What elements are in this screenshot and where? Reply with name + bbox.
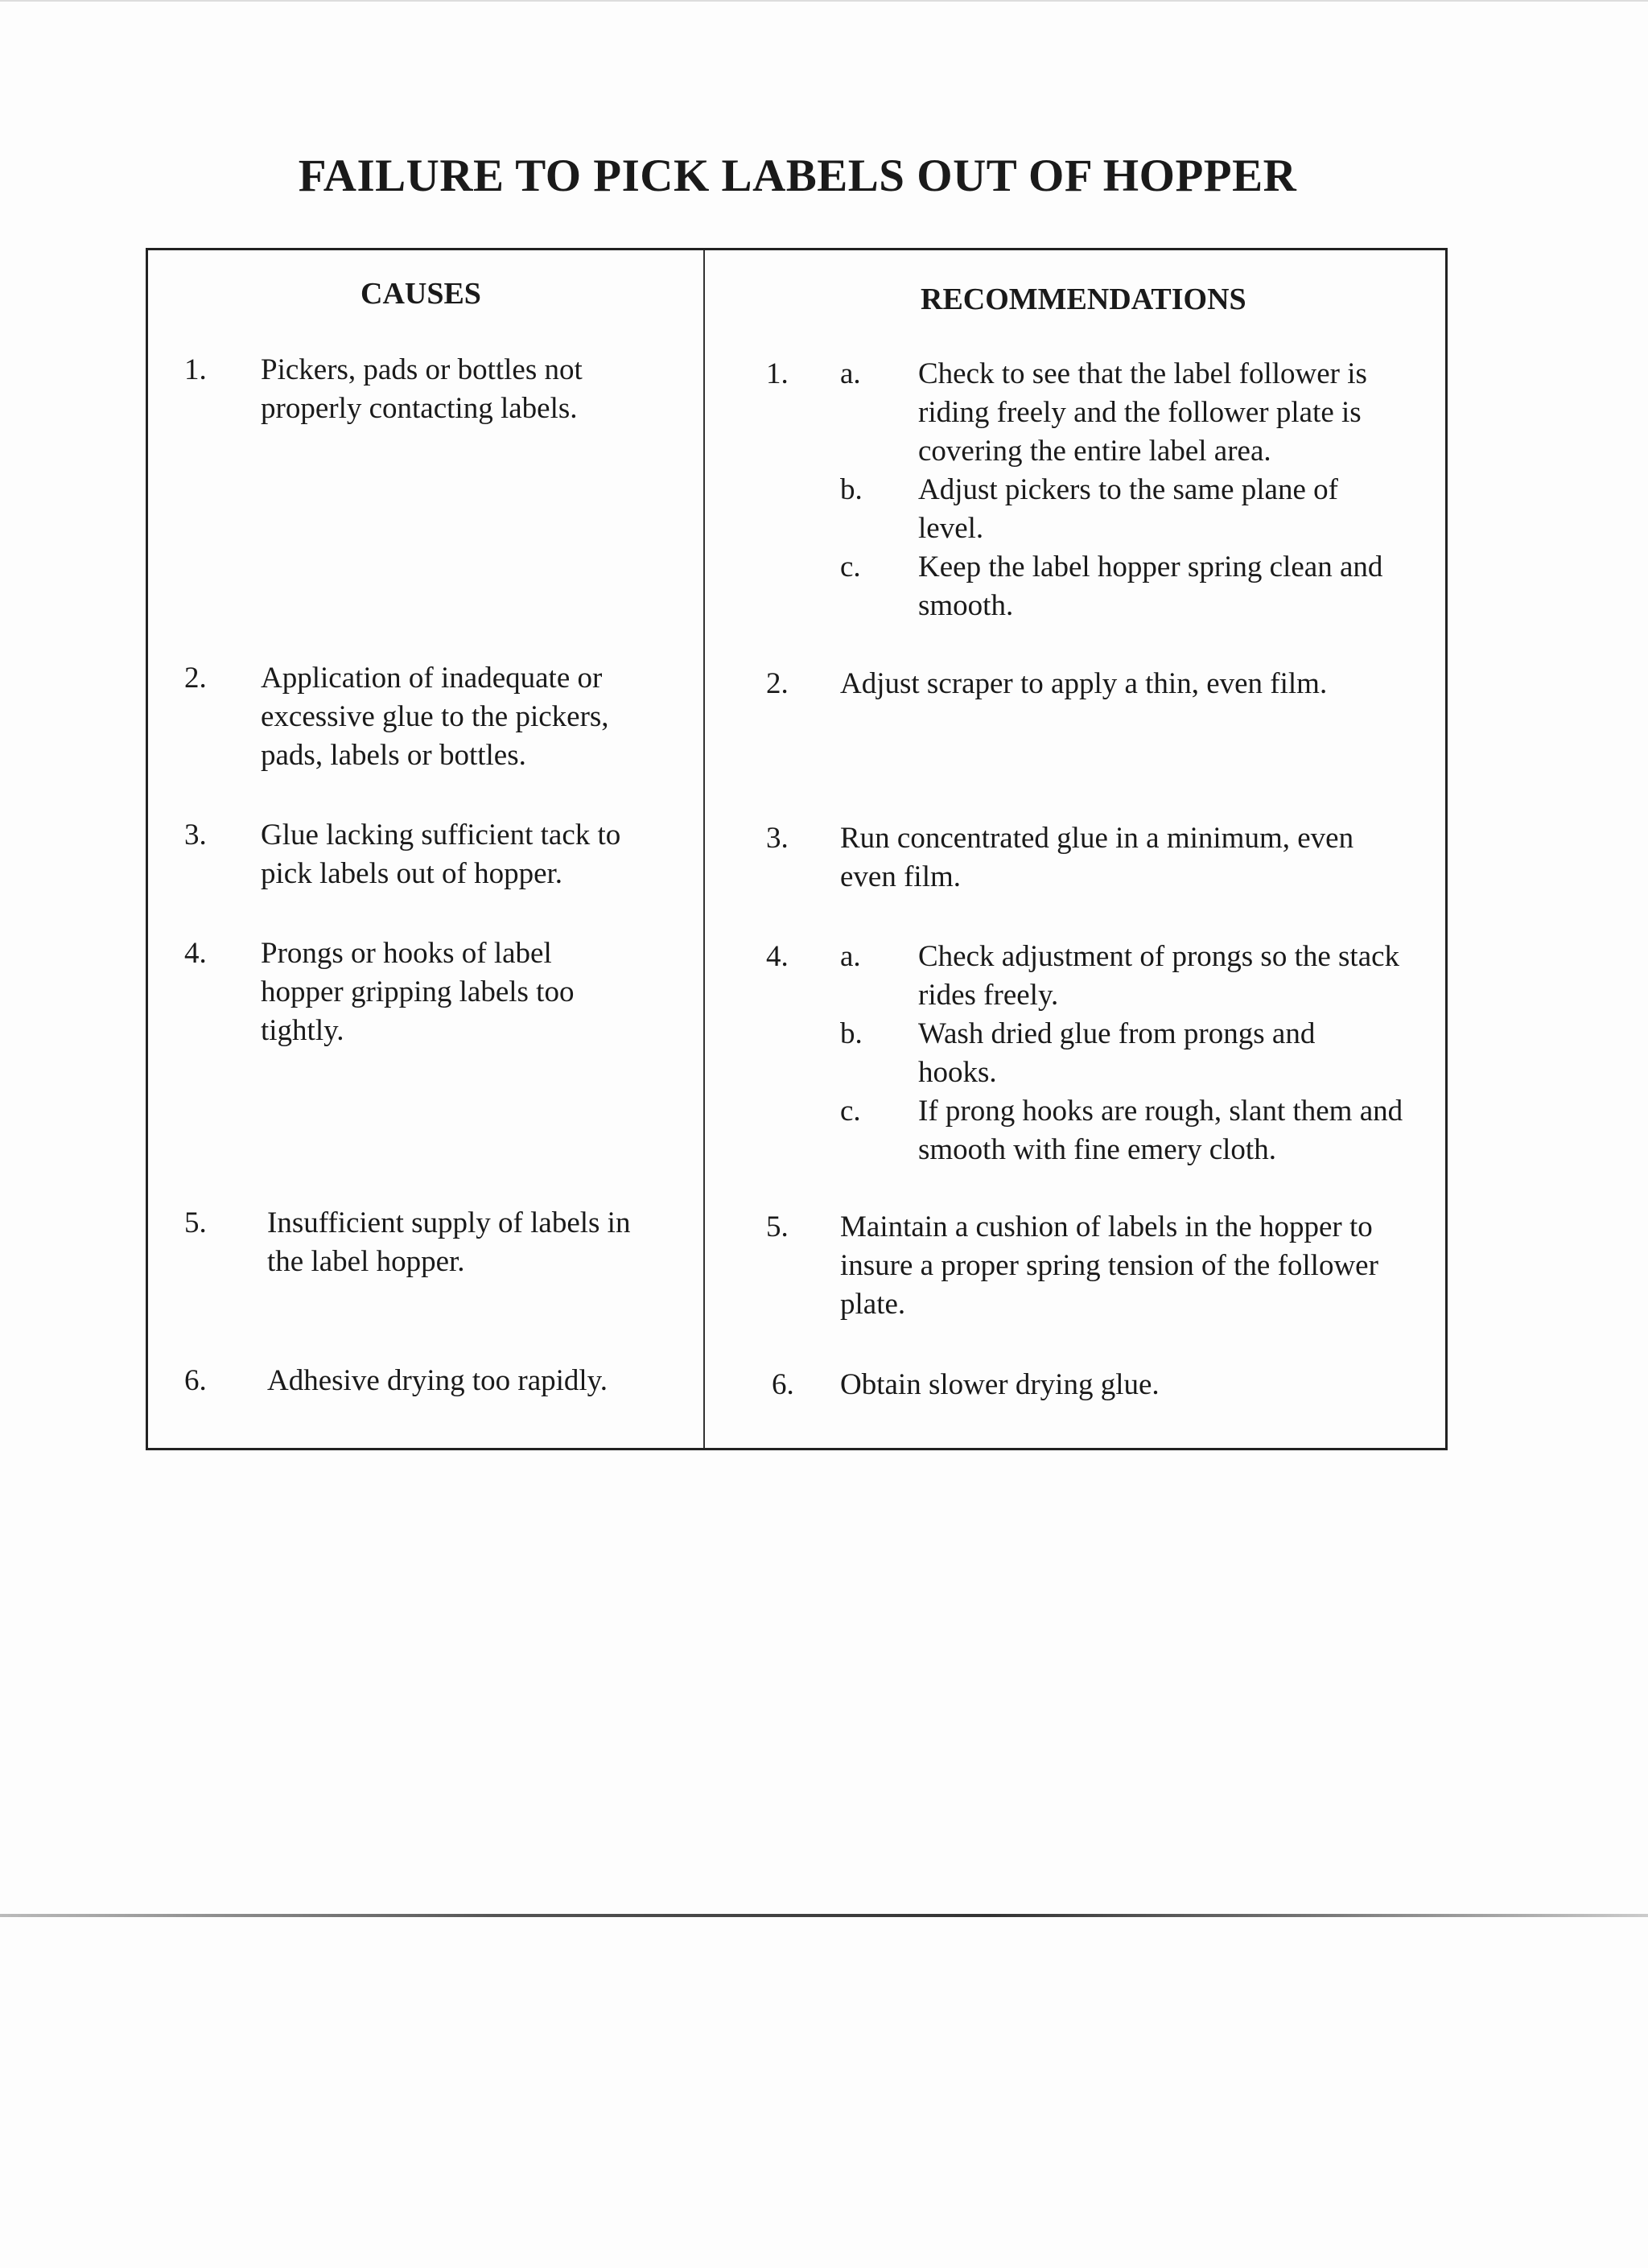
recommendation-text: Obtain slower drying glue.	[840, 1368, 1160, 1401]
recommendation-text: Wash dried glue from prongs and hooks.	[918, 1017, 1316, 1089]
recommendation-number: 3.	[766, 822, 789, 855]
cause-text: Glue lacking sufficient tack to pick labels out of hopper.	[261, 819, 621, 890]
cause-number: 4.	[184, 937, 207, 970]
cause-text: Adhesive drying too rapidly.	[267, 1364, 608, 1397]
recommendation-text: Keep the label hopper spring clean and smooth.	[918, 551, 1383, 622]
recommendation-text: If prong hooks are rough, slant them and smooth with fine emery cloth.	[918, 1095, 1403, 1166]
scan-edge-line	[0, 1914, 1648, 1917]
recommendation-letter: b.	[840, 1017, 863, 1050]
recommendation-text: Maintain a cushion of labels in the hopper to insure a proper spring tension of the follower plate.	[840, 1210, 1378, 1321]
recommendation-letter: a.	[840, 940, 861, 973]
causes-recommendations-table	[146, 248, 1448, 1450]
recommendation-number: 4.	[766, 940, 789, 973]
column-divider	[703, 250, 705, 1448]
recommendation-text: Adjust scraper to apply a thin, even film.	[840, 667, 1328, 700]
cause-number: 6.	[184, 1364, 207, 1397]
cause-number: 5.	[184, 1206, 207, 1239]
recommendation-letter: c.	[840, 1095, 861, 1128]
page-title: FAILURE TO PICK LABELS OUT OF HOPPER	[298, 151, 1297, 201]
page-top-edge	[0, 0, 1648, 2]
recommendation-letter: c.	[840, 551, 861, 583]
cause-text: Pickers, pads or bottles not properly contacting labels.	[261, 353, 583, 425]
recommendations-header: RECOMMENDATIONS	[921, 282, 1246, 316]
causes-header: CAUSES	[360, 277, 481, 311]
recommendation-number: 6.	[772, 1368, 794, 1401]
cause-number: 1.	[184, 353, 207, 386]
cause-number: 3.	[184, 819, 207, 852]
recommendation-number: 1.	[766, 357, 789, 390]
cause-number: 2.	[184, 662, 207, 695]
recommendation-text: Check adjustment of prongs so the stack rides freely.	[918, 940, 1400, 1012]
cause-text: Insufficient supply of labels in the label hopper.	[267, 1206, 631, 1278]
recommendation-number: 2.	[766, 667, 789, 700]
cause-text: Application of inadequate or excessive glue to the pickers, pads, labels or bottles.	[261, 662, 609, 772]
recommendation-number: 5.	[766, 1210, 789, 1243]
recommendation-text: Check to see that the label follower is riding freely and the follower plate is covering the entire label area.	[918, 357, 1367, 468]
recommendation-text: Run concentrated glue in a minimum, even even film.	[840, 822, 1354, 893]
recommendation-letter: b.	[840, 473, 863, 506]
recommendation-text: Adjust pickers to the same plane of level.	[918, 473, 1338, 545]
cause-text: Prongs or hooks of label hopper gripping labels too tightly.	[261, 937, 575, 1047]
recommendation-letter: a.	[840, 357, 861, 390]
